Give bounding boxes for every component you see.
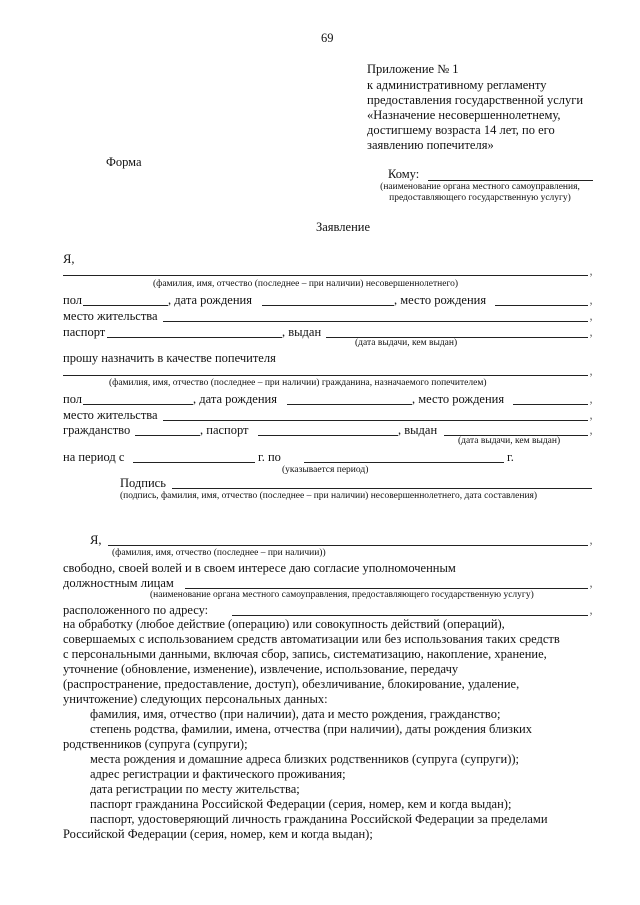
comma: , — [590, 576, 593, 590]
period-label: на период с — [63, 450, 125, 464]
gender-label: пол — [63, 293, 83, 307]
residence-field[interactable] — [163, 321, 588, 322]
guardian-residence-field[interactable] — [163, 420, 588, 421]
birth-date-field[interactable] — [262, 305, 394, 306]
request-text: прошу назначить в качестве попечителя — [63, 351, 276, 365]
period-hint: (указывается период) — [282, 465, 369, 475]
appendix-line: достигшему возраста 14 лет, по его — [367, 123, 555, 137]
address-field[interactable] — [232, 615, 588, 616]
org-hint: (наименование органа местного самоуправления, предоставляющего государственную услугу) — [150, 590, 534, 600]
list-item: Российской Федерации (серия, номер, кем и когда выдан); — [63, 827, 373, 841]
to-hint: (наименование органа местного самоуправления, — [380, 182, 580, 192]
citizenship-field[interactable] — [135, 435, 200, 436]
comma: , — [590, 408, 593, 422]
birth-place-field[interactable] — [495, 305, 588, 306]
comma: , — [590, 293, 593, 307]
guardian-issued-label: , выдан — [398, 423, 438, 437]
guardian-fio-line[interactable] — [63, 375, 588, 376]
passport-field[interactable] — [107, 337, 282, 338]
comma: , — [590, 392, 593, 406]
guardian-gender-field[interactable] — [83, 404, 193, 405]
gender-field[interactable] — [83, 305, 168, 306]
to-hint: предоставляющего государственную услугу) — [389, 193, 571, 203]
paragraph-line: уничтожение) следующих персональных данных: — [63, 692, 328, 706]
guardian-birth-date-field[interactable] — [287, 404, 412, 405]
address-label: расположенного по адресу: — [63, 603, 209, 617]
page-number: 69 — [321, 31, 334, 45]
officials-field[interactable] — [185, 588, 588, 589]
guardian-birth-place-label: , место рождения — [412, 392, 505, 406]
appendix-line: заявлению попечителя» — [367, 138, 494, 152]
guardian-passport-label: , паспорт — [200, 423, 249, 437]
guardian-issued-hint: (дата выдачи, кем выдан) — [458, 436, 561, 446]
list-item: паспорт, удостоверяющий личность гражданина Российской Федерации за пределами — [90, 812, 548, 826]
comma: , — [590, 325, 593, 339]
comma: , — [590, 603, 593, 617]
paragraph-line: с персональными данными, включая сбор, запись, систематизацию, накопление, хранение, — [63, 647, 547, 661]
list-item: степень родства, фамилии, имена, отчества (при наличии), даты рождения близких — [90, 722, 532, 736]
ya-label: Я, — [63, 252, 75, 266]
comma: , — [590, 533, 593, 547]
minor-fio-line[interactable] — [63, 275, 588, 276]
paragraph-line: (распространение, предоставление, доступ), обезличивание, блокирование, удаление, — [63, 677, 520, 691]
list-item: фамилия, имя, отчество (при наличии), дата и место рождения, гражданство; — [90, 707, 501, 721]
form-label: Форма — [106, 155, 142, 169]
consent-text: свободно, своей волей и в своем интересе даю согласие уполномоченным — [63, 561, 456, 575]
period-start-field[interactable] — [133, 462, 255, 463]
issued-hint: (дата выдачи, кем выдан) — [355, 338, 458, 348]
signature-label: Подпись — [120, 476, 166, 490]
paragraph-line: совершаемых с использованием средств автоматизации или без использования таких средств — [63, 632, 560, 646]
to-field-line[interactable] — [428, 180, 593, 181]
list-item: дата регистрации по месту жительства; — [90, 782, 300, 796]
comma: , — [590, 423, 593, 437]
appendix-line: «Назначение несовершеннолетнему, — [367, 108, 561, 122]
minor-fio-hint: (фамилия, имя, отчество (последнее – при наличии) несовершеннолетнего) — [153, 279, 459, 289]
appendix-title: Приложение № 1 — [367, 62, 459, 76]
comma: , — [590, 364, 593, 378]
birth-place-label: , место рождения — [394, 293, 487, 307]
period-g2: г. — [507, 450, 514, 464]
issued-label: , выдан — [282, 325, 322, 339]
guardian-birth-date-label: , дата рождения — [193, 392, 277, 406]
period-g1: г. по — [258, 450, 281, 464]
guardian-gender-label: пол — [63, 392, 83, 406]
list-item: места рождения и домашние адреса близких родственников (супруга (супруги)); — [90, 752, 519, 766]
document-title: Заявление — [316, 220, 371, 234]
consent-fio-field[interactable] — [108, 545, 588, 546]
comma: , — [590, 309, 593, 323]
guardian-fio-hint: (фамилия, имя, отчество (последнее – при наличии) гражданина, назначаемого попечителем) — [109, 378, 487, 388]
consent-fio-hint: (фамилия, имя, отчество (последнее – при наличии)) — [112, 548, 326, 558]
consent-ya-label: Я, — [90, 533, 102, 547]
citizenship-label: гражданство — [63, 423, 131, 437]
signature-field[interactable] — [172, 488, 592, 489]
list-item: родственников (супруга (супруги); — [63, 737, 248, 751]
list-item: паспорт гражданина Российской Федерации (серия, номер, кем и когда выдан); — [90, 797, 512, 811]
officials-label: должностным лицам — [63, 576, 174, 590]
period-end-field[interactable] — [304, 462, 504, 463]
paragraph-line: уточнение (обновление, изменение), извлечение, использование, передачу — [63, 662, 459, 676]
guardian-passport-field[interactable] — [258, 435, 398, 436]
guardian-residence-label: место жительства — [63, 408, 158, 422]
appendix-line: предоставления государственной услуги — [367, 93, 584, 107]
paragraph-line: на обработку (любое действие (операцию) или совокупность действий (операций), — [63, 617, 505, 631]
signature-hint: (подпись, фамилия, имя, отчество (последнее – при наличии) несовершеннолетнего, дата составления) — [120, 491, 538, 501]
to-label: Кому: — [388, 167, 420, 181]
comma: , — [590, 264, 593, 278]
passport-label: паспорт — [63, 325, 106, 339]
appendix-line: к административному регламенту — [367, 78, 547, 92]
list-item: адрес регистрации и фактического проживания; — [90, 767, 346, 781]
residence-label: место жительства — [63, 309, 158, 323]
birth-date-label: , дата рождения — [168, 293, 252, 307]
guardian-birth-place-field[interactable] — [513, 404, 588, 405]
